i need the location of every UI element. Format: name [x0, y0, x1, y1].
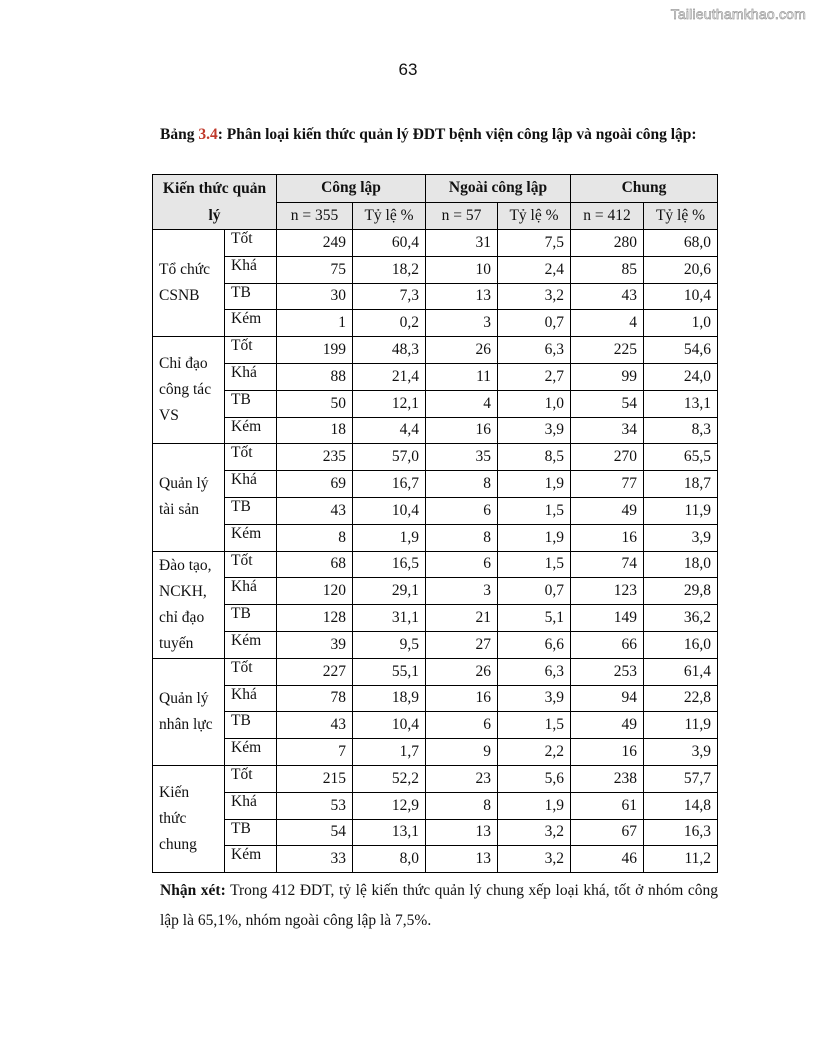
value-cell: 16 [571, 739, 644, 766]
value-cell: 1,9 [353, 524, 426, 551]
section-label: Chỉ đạo công tác VS [153, 337, 225, 444]
table-row [153, 765, 718, 792]
value-cell: 6,3 [498, 337, 571, 364]
value-cell: 13 [426, 819, 498, 846]
value-cell: 13,1 [353, 819, 426, 846]
level-cell: Tốt [225, 765, 277, 792]
value-cell: 12,9 [353, 792, 426, 819]
table-row [153, 471, 718, 498]
value-cell: 94 [571, 685, 644, 712]
page-number: 63 [398, 60, 418, 79]
value-cell: 3,9 [498, 417, 571, 444]
value-cell: 7 [277, 739, 353, 766]
level-cell: Khá [225, 256, 277, 283]
section-label: Đào tạo, NCKH, chỉ đạo tuyến [153, 551, 225, 658]
value-cell: 253 [571, 658, 644, 685]
value-cell: 1,5 [498, 551, 571, 578]
level-cell: TB [225, 283, 277, 310]
value-cell: 33 [277, 846, 353, 873]
value-cell: 6,3 [498, 658, 571, 685]
value-cell: 26 [426, 337, 498, 364]
subheader-n-public: n = 355 [277, 202, 353, 230]
value-cell: 6 [426, 712, 498, 739]
header-private: Ngoài công lập [426, 175, 571, 203]
table-row [153, 417, 718, 444]
level-cell: Kém [225, 631, 277, 658]
value-cell: 50 [277, 390, 353, 417]
value-cell: 60,4 [353, 230, 426, 257]
value-cell: 29,8 [644, 578, 718, 605]
value-cell: 14,8 [644, 792, 718, 819]
value-cell: 16 [426, 417, 498, 444]
caption-prefix: Bảng [160, 126, 199, 143]
value-cell: 20,6 [644, 256, 718, 283]
table-row [153, 497, 718, 524]
value-cell: 3,9 [498, 685, 571, 712]
level-cell: Khá [225, 471, 277, 498]
value-cell: 68 [277, 551, 353, 578]
note-paragraph [160, 876, 718, 936]
value-cell: 11,9 [644, 712, 718, 739]
table-row [153, 658, 718, 685]
value-cell: 99 [571, 363, 644, 390]
knowledge-table [152, 174, 718, 873]
value-cell: 3,9 [644, 739, 718, 766]
level-cell: Tốt [225, 551, 277, 578]
value-cell: 23 [426, 765, 498, 792]
header-total: Chung [571, 175, 718, 203]
level-cell: TB [225, 497, 277, 524]
note-text: Trong 412 ĐDT, tỷ lệ kiến thức quản lý chung xếp loại khá, tốt ở nhóm công lập là 65,1%, nhóm ngoài công lập là 7,5%. [160, 882, 719, 929]
value-cell: 52,2 [353, 765, 426, 792]
value-cell: 61 [571, 792, 644, 819]
value-cell: 4 [571, 310, 644, 337]
table-row [153, 792, 718, 819]
subheader-n-private: n = 57 [426, 202, 498, 230]
value-cell: 18,9 [353, 685, 426, 712]
value-cell: 18 [277, 417, 353, 444]
value-cell: 3,2 [498, 283, 571, 310]
watermark: Tailieuthamkhao.com [670, 6, 806, 22]
value-cell: 31 [426, 230, 498, 257]
value-cell: 4,4 [353, 417, 426, 444]
value-cell: 54 [277, 819, 353, 846]
value-cell: 36,2 [644, 605, 718, 632]
value-cell: 235 [277, 444, 353, 471]
value-cell: 66 [571, 631, 644, 658]
table-row [153, 337, 718, 364]
value-cell: 8,5 [498, 444, 571, 471]
value-cell: 27 [426, 631, 498, 658]
value-cell: 16,3 [644, 819, 718, 846]
value-cell: 16,0 [644, 631, 718, 658]
value-cell: 10 [426, 256, 498, 283]
value-cell: 48,3 [353, 337, 426, 364]
header-knowledge: Kiến thức quản lý [153, 175, 277, 230]
subheader-pct-private: Tỷ lệ % [498, 202, 571, 230]
level-cell: Kém [225, 310, 277, 337]
value-cell: 43 [277, 497, 353, 524]
value-cell: 18,7 [644, 471, 718, 498]
level-cell: Tốt [225, 230, 277, 257]
value-cell: 225 [571, 337, 644, 364]
table-row [153, 551, 718, 578]
value-cell: 4 [426, 390, 498, 417]
value-cell: 2,7 [498, 363, 571, 390]
value-cell: 49 [571, 712, 644, 739]
value-cell: 1,9 [498, 471, 571, 498]
value-cell: 49 [571, 497, 644, 524]
value-cell: 85 [571, 256, 644, 283]
value-cell: 8 [426, 524, 498, 551]
value-cell: 21 [426, 605, 498, 632]
level-cell: Tốt [225, 337, 277, 364]
level-cell: Tốt [225, 658, 277, 685]
value-cell: 16 [426, 685, 498, 712]
value-cell: 26 [426, 658, 498, 685]
level-cell: Kém [225, 846, 277, 873]
value-cell: 8,0 [353, 846, 426, 873]
level-cell: TB [225, 819, 277, 846]
value-cell: 57,0 [353, 444, 426, 471]
value-cell: 5,6 [498, 765, 571, 792]
value-cell: 88 [277, 363, 353, 390]
level-cell: Khá [225, 685, 277, 712]
value-cell: 3,9 [644, 524, 718, 551]
value-cell: 9 [426, 739, 498, 766]
subheader-pct-total: Tỷ lệ % [644, 202, 718, 230]
value-cell: 13 [426, 283, 498, 310]
value-cell: 16,7 [353, 471, 426, 498]
value-cell: 199 [277, 337, 353, 364]
subheader-pct-public: Tỷ lệ % [353, 202, 426, 230]
value-cell: 22,8 [644, 685, 718, 712]
value-cell: 249 [277, 230, 353, 257]
value-cell: 43 [571, 283, 644, 310]
table-row [153, 819, 718, 846]
value-cell: 215 [277, 765, 353, 792]
note-label: Nhận xét: [160, 882, 226, 899]
table-row [153, 310, 718, 337]
value-cell: 7,3 [353, 283, 426, 310]
value-cell: 1,0 [644, 310, 718, 337]
value-cell: 1,5 [498, 712, 571, 739]
section-label: Kiến thức chung [153, 765, 225, 872]
table-row [153, 230, 718, 257]
level-cell: Khá [225, 578, 277, 605]
table-row [153, 363, 718, 390]
table-row [153, 712, 718, 739]
value-cell: 8,3 [644, 417, 718, 444]
table-caption [160, 126, 697, 144]
value-cell: 53 [277, 792, 353, 819]
value-cell: 24,0 [644, 363, 718, 390]
level-cell: TB [225, 390, 277, 417]
value-cell: 61,4 [644, 658, 718, 685]
value-cell: 65,5 [644, 444, 718, 471]
value-cell: 39 [277, 631, 353, 658]
value-cell: 128 [277, 605, 353, 632]
caption-text: : Phân loại kiến thức quản lý ĐDT bệnh viện công lập và ngoài công lập: [217, 126, 697, 143]
value-cell: 6 [426, 551, 498, 578]
value-cell: 16,5 [353, 551, 426, 578]
value-cell: 68,0 [644, 230, 718, 257]
value-cell: 54,6 [644, 337, 718, 364]
value-cell: 18,0 [644, 551, 718, 578]
value-cell: 10,4 [353, 497, 426, 524]
value-cell: 1,0 [498, 390, 571, 417]
value-cell: 149 [571, 605, 644, 632]
value-cell: 12,1 [353, 390, 426, 417]
value-cell: 1,9 [498, 524, 571, 551]
value-cell: 3 [426, 310, 498, 337]
level-cell: Khá [225, 363, 277, 390]
value-cell: 75 [277, 256, 353, 283]
value-cell: 6 [426, 497, 498, 524]
value-cell: 1,5 [498, 497, 571, 524]
value-cell: 270 [571, 444, 644, 471]
section-label: Quản lý nhân lực [153, 658, 225, 765]
value-cell: 10,4 [353, 712, 426, 739]
value-cell: 46 [571, 846, 644, 873]
value-cell: 120 [277, 578, 353, 605]
value-cell: 280 [571, 230, 644, 257]
value-cell: 31,1 [353, 605, 426, 632]
value-cell: 7,5 [498, 230, 571, 257]
value-cell: 2,4 [498, 256, 571, 283]
value-cell: 6,6 [498, 631, 571, 658]
value-cell: 238 [571, 765, 644, 792]
table-row [153, 524, 718, 551]
level-cell: Kém [225, 417, 277, 444]
table-row [153, 739, 718, 766]
value-cell: 78 [277, 685, 353, 712]
table-row [153, 256, 718, 283]
value-cell: 3,2 [498, 846, 571, 873]
value-cell: 11 [426, 363, 498, 390]
value-cell: 21,4 [353, 363, 426, 390]
value-cell: 34 [571, 417, 644, 444]
value-cell: 5,1 [498, 605, 571, 632]
value-cell: 0,7 [498, 578, 571, 605]
value-cell: 13 [426, 846, 498, 873]
section-label: Tổ chức CSNB [153, 230, 225, 337]
value-cell: 227 [277, 658, 353, 685]
value-cell: 8 [426, 792, 498, 819]
table-row [153, 578, 718, 605]
value-cell: 74 [571, 551, 644, 578]
value-cell: 18,2 [353, 256, 426, 283]
value-cell: 54 [571, 390, 644, 417]
table-row [153, 846, 718, 873]
table-row [153, 390, 718, 417]
level-cell: TB [225, 605, 277, 632]
value-cell: 11,9 [644, 497, 718, 524]
value-cell: 16 [571, 524, 644, 551]
value-cell: 123 [571, 578, 644, 605]
value-cell: 29,1 [353, 578, 426, 605]
table-row [153, 631, 718, 658]
level-cell: Khá [225, 792, 277, 819]
value-cell: 77 [571, 471, 644, 498]
value-cell: 43 [277, 712, 353, 739]
value-cell: 13,1 [644, 390, 718, 417]
value-cell: 1 [277, 310, 353, 337]
value-cell: 0,7 [498, 310, 571, 337]
value-cell: 11,2 [644, 846, 718, 873]
value-cell: 2,2 [498, 739, 571, 766]
caption-number: 3.4 [198, 126, 218, 143]
value-cell: 0,2 [353, 310, 426, 337]
value-cell: 10,4 [644, 283, 718, 310]
value-cell: 3 [426, 578, 498, 605]
section-label: Quản lý tài sản [153, 444, 225, 551]
value-cell: 8 [426, 471, 498, 498]
table-row [153, 444, 718, 471]
header-public: Công lập [277, 175, 426, 203]
level-cell: Kém [225, 524, 277, 551]
level-cell: Kém [225, 739, 277, 766]
value-cell: 8 [277, 524, 353, 551]
subheader-n-total: n = 412 [571, 202, 644, 230]
value-cell: 55,1 [353, 658, 426, 685]
value-cell: 1,7 [353, 739, 426, 766]
value-cell: 57,7 [644, 765, 718, 792]
value-cell: 30 [277, 283, 353, 310]
value-cell: 69 [277, 471, 353, 498]
value-cell: 3,2 [498, 819, 571, 846]
value-cell: 9,5 [353, 631, 426, 658]
level-cell: Tốt [225, 444, 277, 471]
value-cell: 67 [571, 819, 644, 846]
table-row [153, 605, 718, 632]
value-cell: 35 [426, 444, 498, 471]
level-cell: TB [225, 712, 277, 739]
table-row [153, 283, 718, 310]
table-body [153, 230, 718, 873]
table-row [153, 685, 718, 712]
value-cell: 1,9 [498, 792, 571, 819]
